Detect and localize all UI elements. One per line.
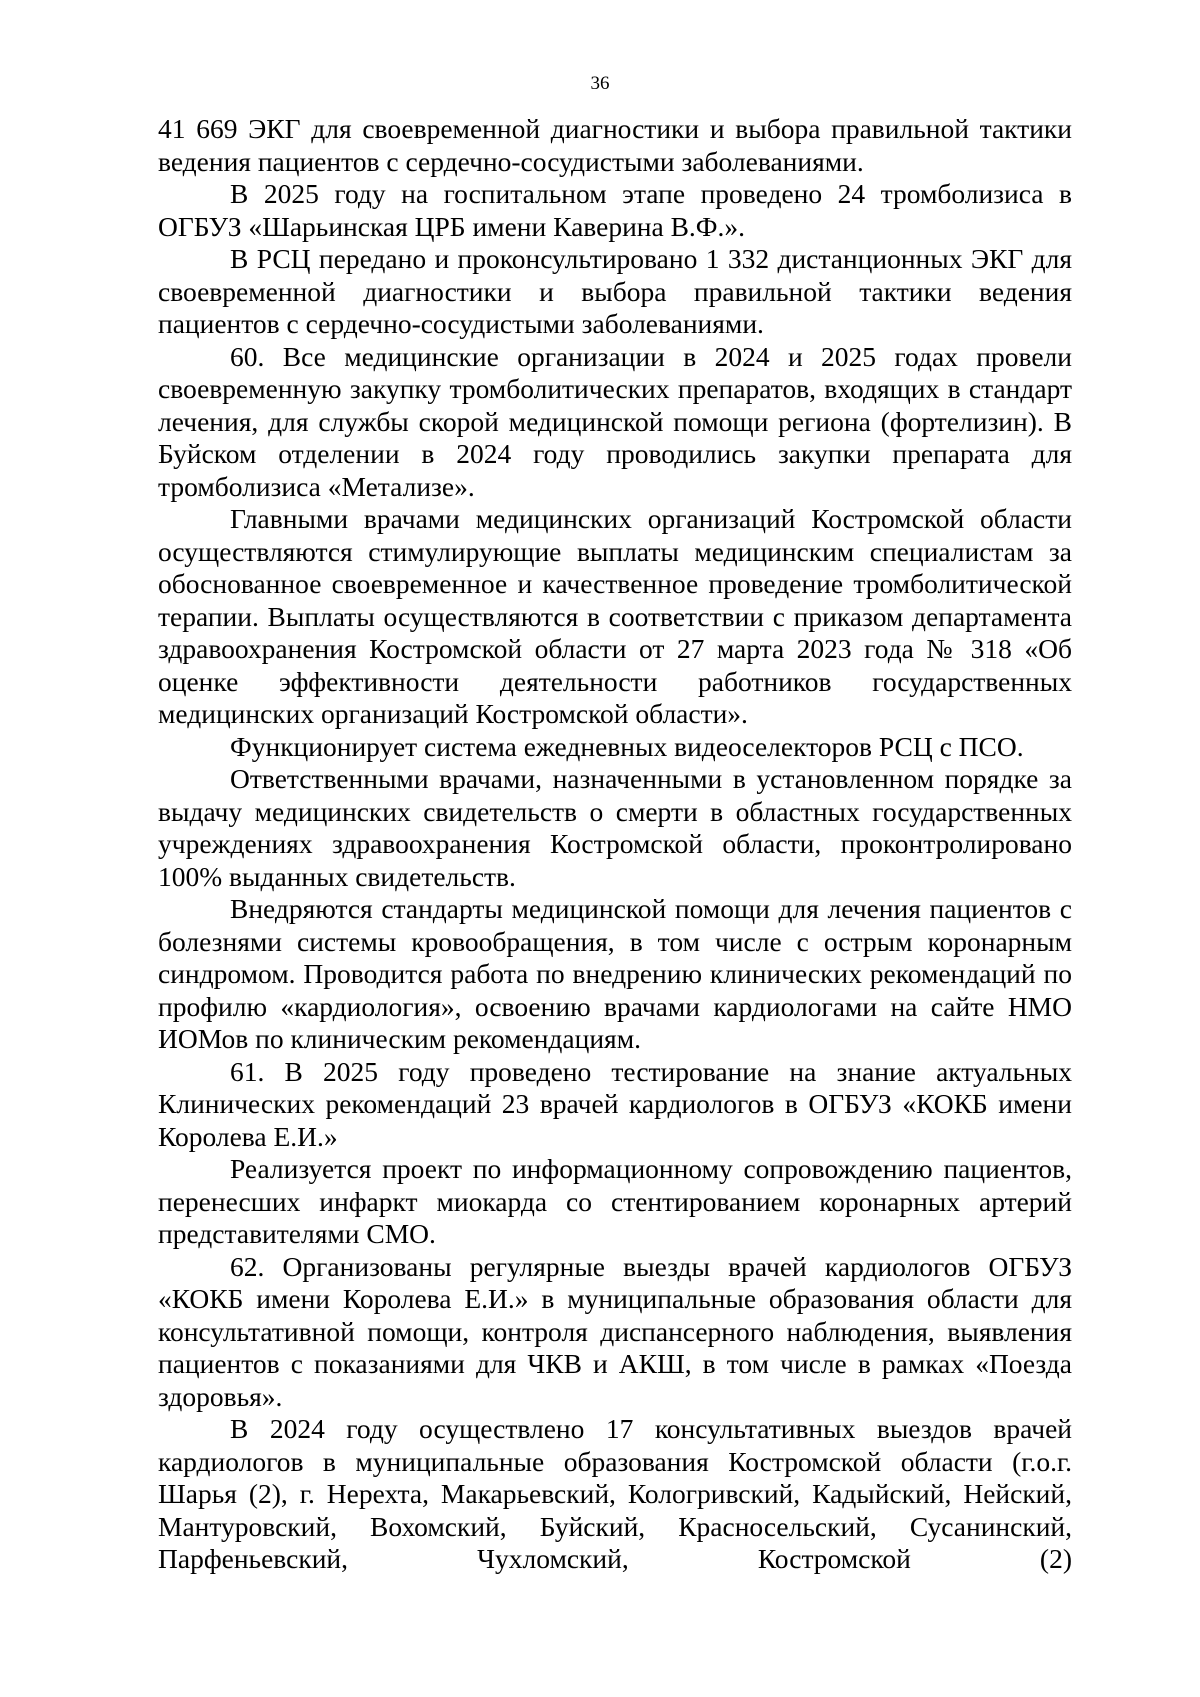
- paragraph: Реализуется проект по информационному сопровождению пациентов, перенесших инфаркт миокарда со стентированием коронарных артерий представителями СМО.: [158, 1153, 1072, 1249]
- paragraph: Функционирует система ежедневных видеоселекторов РСЦ с ПСО.: [230, 730, 1024, 762]
- paragraph: 41 669 ЭКГ для своевременной диагностики и выбора правильной тактики ведения пациентов с сердечно-сосудистыми заболеваниями.: [158, 113, 1072, 177]
- paragraph: 61. В 2025 году проведено тестирование на знание актуальных Клинических рекомендаций 23 врачей кардиологов в ОГБУЗ «КОКБ имени Королева Е.И.»: [158, 1055, 1072, 1152]
- paragraph: В РСЦ передано и проконсультировано 1 332 дистанционных ЭКГ для своевременной диагностики и выбора правильной тактики ведения пациентов с сердечно-сосудистыми заболеваниями.: [158, 243, 1072, 339]
- paragraph: В 2025 году на госпитальном этапе проведено 24 тромболизиса в ОГБУЗ «Шарьинская ЦРБ имени Каверина В.Ф.».: [158, 178, 1072, 242]
- paragraph: 62. Организованы регулярные выезды врачей кардиологов ОГБУЗ «КОКБ имени Королева Е.И.» в муниципальные образования области для консультативной помощи, контроля диспансерного наблюдения, выявления пациентов с показаниями для ЧКВ и АКШ, в том числе в рамках «Поезда здоровья».: [158, 1250, 1072, 1412]
- paragraph: Ответственными врачами, назначенными в установленном порядке за выдачу медицинских свидетельств о смерти в областных государственных учреждениях здравоохранения Костромской области, проконтролировано 100% выданных свидетельств.: [158, 763, 1072, 892]
- paragraph: Главными врачами медицинских организаций Костромской области осуществляются стимулирующие выплаты медицинским специалистам за обоснованное своевременное и качественное проведение тромболитической терапии. Выплаты осуществляются в соответствии с приказом департамента здравоохранения Костромской области от 27 марта 2023 года № 318 «Об оценке эффективности деятельности работников государственных медицинских организаций Костромской области».: [158, 503, 1072, 729]
- paragraph: 60. Все медицинские организации в 2024 и 2025 годах провели своевременную закупку тромболитических препаратов, входящих в стандарт лечения, для службы скорой медицинской помощи региона (фортелизин). В Буйском отделении в 2024 году проводились закупки препарата для тромболизиса «Метализе».: [158, 340, 1072, 502]
- paragraph: В 2024 году осуществлено 17 консультативных выездов врачей кардиологов в муниципальные образования Костромской области (г.о.г. Шарья (2), г. Нерехта, Макарьевский, Кологривский, Кадыйский, Нейский, Мантуровский, Вохомский, Буйский, Красносельский, Сусанинский, Парфеньевский, Чухломский, Костромской (2): [158, 1413, 1072, 1574]
- page-number: 36: [590, 73, 610, 94]
- paragraph: Внедряются стандарты медицинской помощи для лечения пациентов с болезнями системы кровообращения, в том числе с острым коронарным синдромом. Проводится работа по внедрению клинических рекомендаций по профилю «кардиология», освоению врачами кардиологами на сайте НМО ИОМов по клиническим рекомендациям.: [158, 893, 1072, 1054]
- document-body: [158, 113, 1072, 1576]
